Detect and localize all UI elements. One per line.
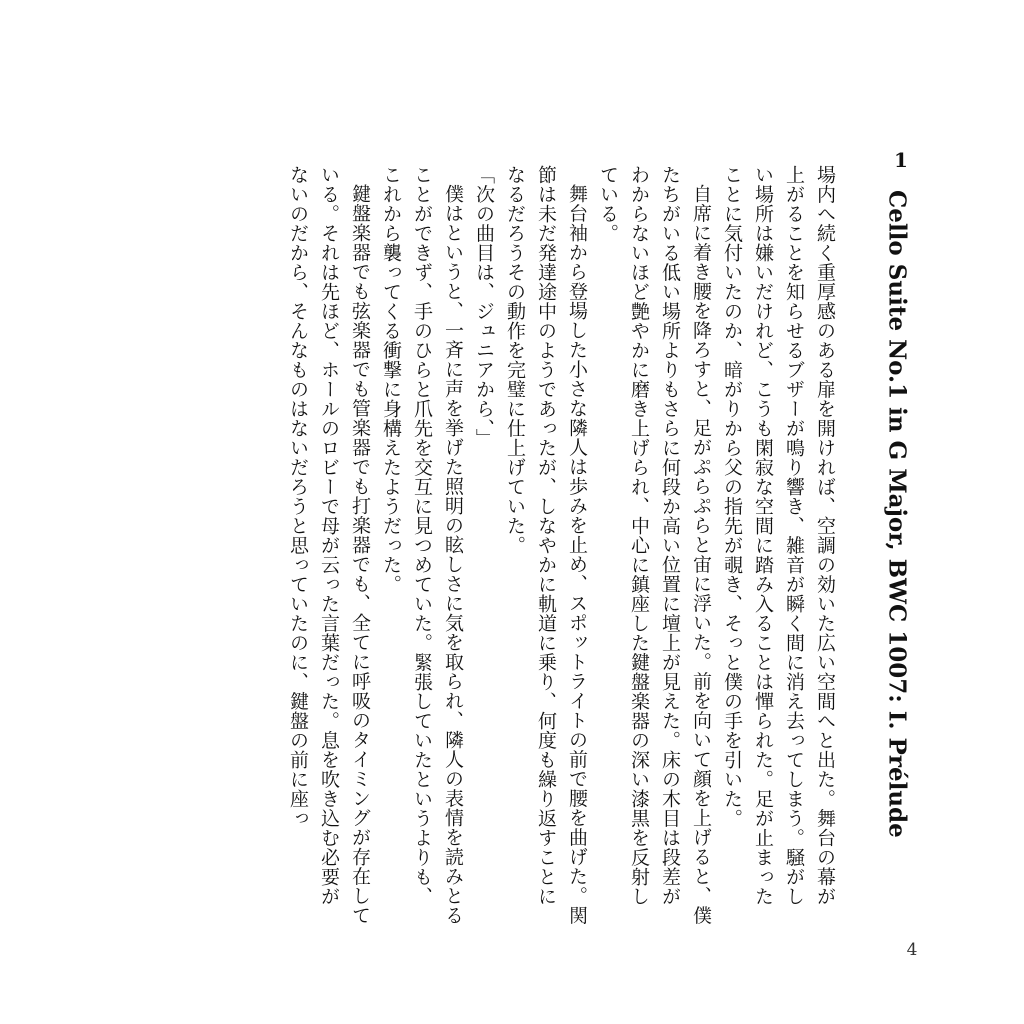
body-text (230, 165, 840, 925)
page-number: 4 (906, 940, 918, 960)
paragraph: 舞台袖から登場した小さな隣人は歩みを止め、スポットライトの前で腰を曲げた。関節は未だ発達途中のようであったが、しなやかに軌道に乗り、何度も繰り返すことになるだろうその動作を完璧に仕上げていた。 (504, 165, 588, 925)
chapter-number: 1 (894, 148, 908, 172)
paragraph: 僕はというと、一斉に声を挙げた照明の眩しさに気を取られ、隣人の表情を読みとることができず、手のひらと爪先を交互に見つめていた。緊張していたというよりも、これから襲ってくる衝撃に身構えたようだった。 (380, 165, 464, 925)
paragraph: 自席に着き腰を降ろすと、足がぷらぷらと宙に浮いた。前を向いて顔を上げると、僕たちがいる低い場所よりもさらに何段か高い位置に壇上が見えた。床の木目は段差がわからないほど艶やかに磨き上げられ、中心に鎮座した鍵盤楽器の深い漆黒を反射している。 (597, 165, 712, 925)
paragraph: 鍵盤楽器でも弦楽器でも管楽器でも打楽器でも、全てに呼吸のタイミングが存在している。それは先ほど、ホールのロビーで母が云った言葉だった。息を吹き込む必要がないのだから、そんなものはないだろうと思っていたのに、鍵盤の前に座っ (287, 165, 371, 925)
paragraph: 場内へ続く重厚感のある扉を開ければ、空調の効いた広い空間へと出た。舞台の幕が上がることを知らせるブザーが鳴り響き、雑音が瞬く間に消え去ってしまう。騒がしい場所は嫌いだけれど、こうも閑寂な空間に踏み入ることは憚られた。足が止まったことに気付いたのか、暗がりから父の指先が覗き、そっと僕の手を引いた。 (721, 165, 836, 906)
dialogue-line: 「次の曲目は、ジュニアから、」 (473, 165, 495, 448)
chapter-title: Cello Suite No.1 in G Major, BWC 1007: I. Prélude (883, 190, 911, 838)
